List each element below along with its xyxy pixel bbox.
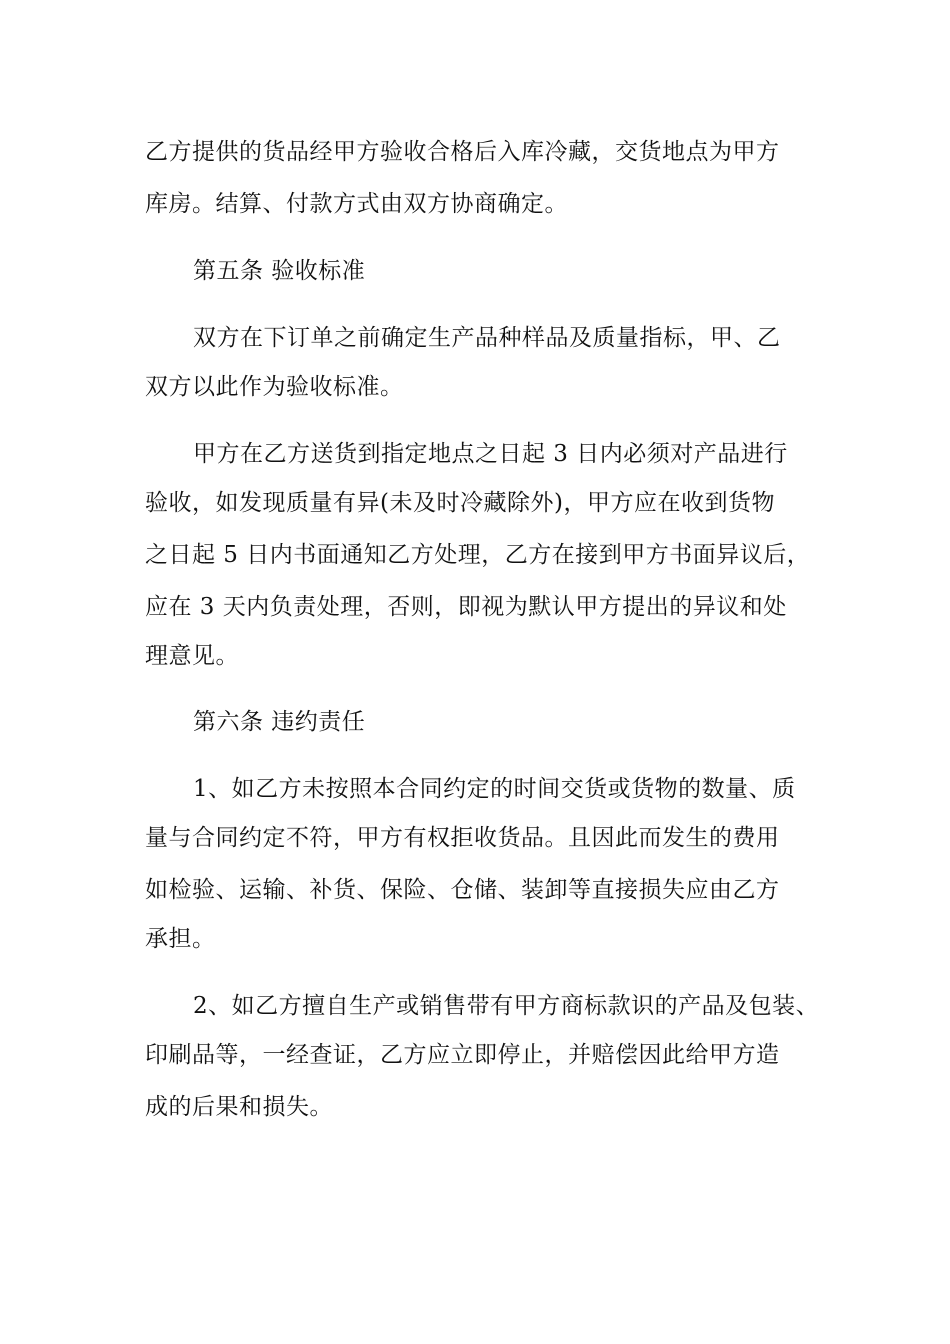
paragraph-line: 量与合同约定不符，甲方有权拒收货品。且因此而发生的费用 [145,825,780,851]
section-heading: 第六条 违约责任 [193,709,366,735]
paragraph-line: 如检验、运输、补货、保险、仓储、装卸等直接损失应由乙方 [145,877,780,903]
paragraph-line: 乙方提供的货品经甲方验收合格后入库冷藏，交货地点为甲方 [145,139,780,165]
paragraph-line: 双方以此作为验收标准。 [145,374,404,400]
paragraph-line: 理意见。 [145,643,239,669]
paragraph-line: 1、如乙方未按照本合同约定的时间交货或货物的数量、质 [193,776,796,802]
paragraph-line: 验收，如发现质量有异(未及时冷藏除外)，甲方应在收到货物 [145,490,775,516]
paragraph-line: 印刷品等，一经查证，乙方应立即停止，并赔偿因此给甲方造 [145,1042,780,1068]
paragraph-line: 应在 3 天内负责处理，否则，即视为默认甲方提出的异议和处 [145,594,787,620]
section-heading: 第五条 验收标准 [193,258,366,284]
paragraph-line: 承担。 [145,926,216,952]
paragraph-line: 2、如乙方擅自生产或销售带有甲方商标款识的产品及包装、 [193,993,820,1019]
paragraph-line: 双方在下订单之前确定生产品种样品及质量指标，甲、乙 [193,325,781,351]
paragraph-line: 甲方在乙方送货到指定地点之日起 3 日内必须对产品进行 [193,441,788,467]
paragraph-line: 库房。结算、付款方式由双方协商确定。 [145,191,568,217]
paragraph-line: 成的后果和损失。 [145,1094,333,1120]
paragraph-line: 之日起 5 日内书面通知乙方处理，乙方在接到甲方书面异议后， [145,542,811,568]
